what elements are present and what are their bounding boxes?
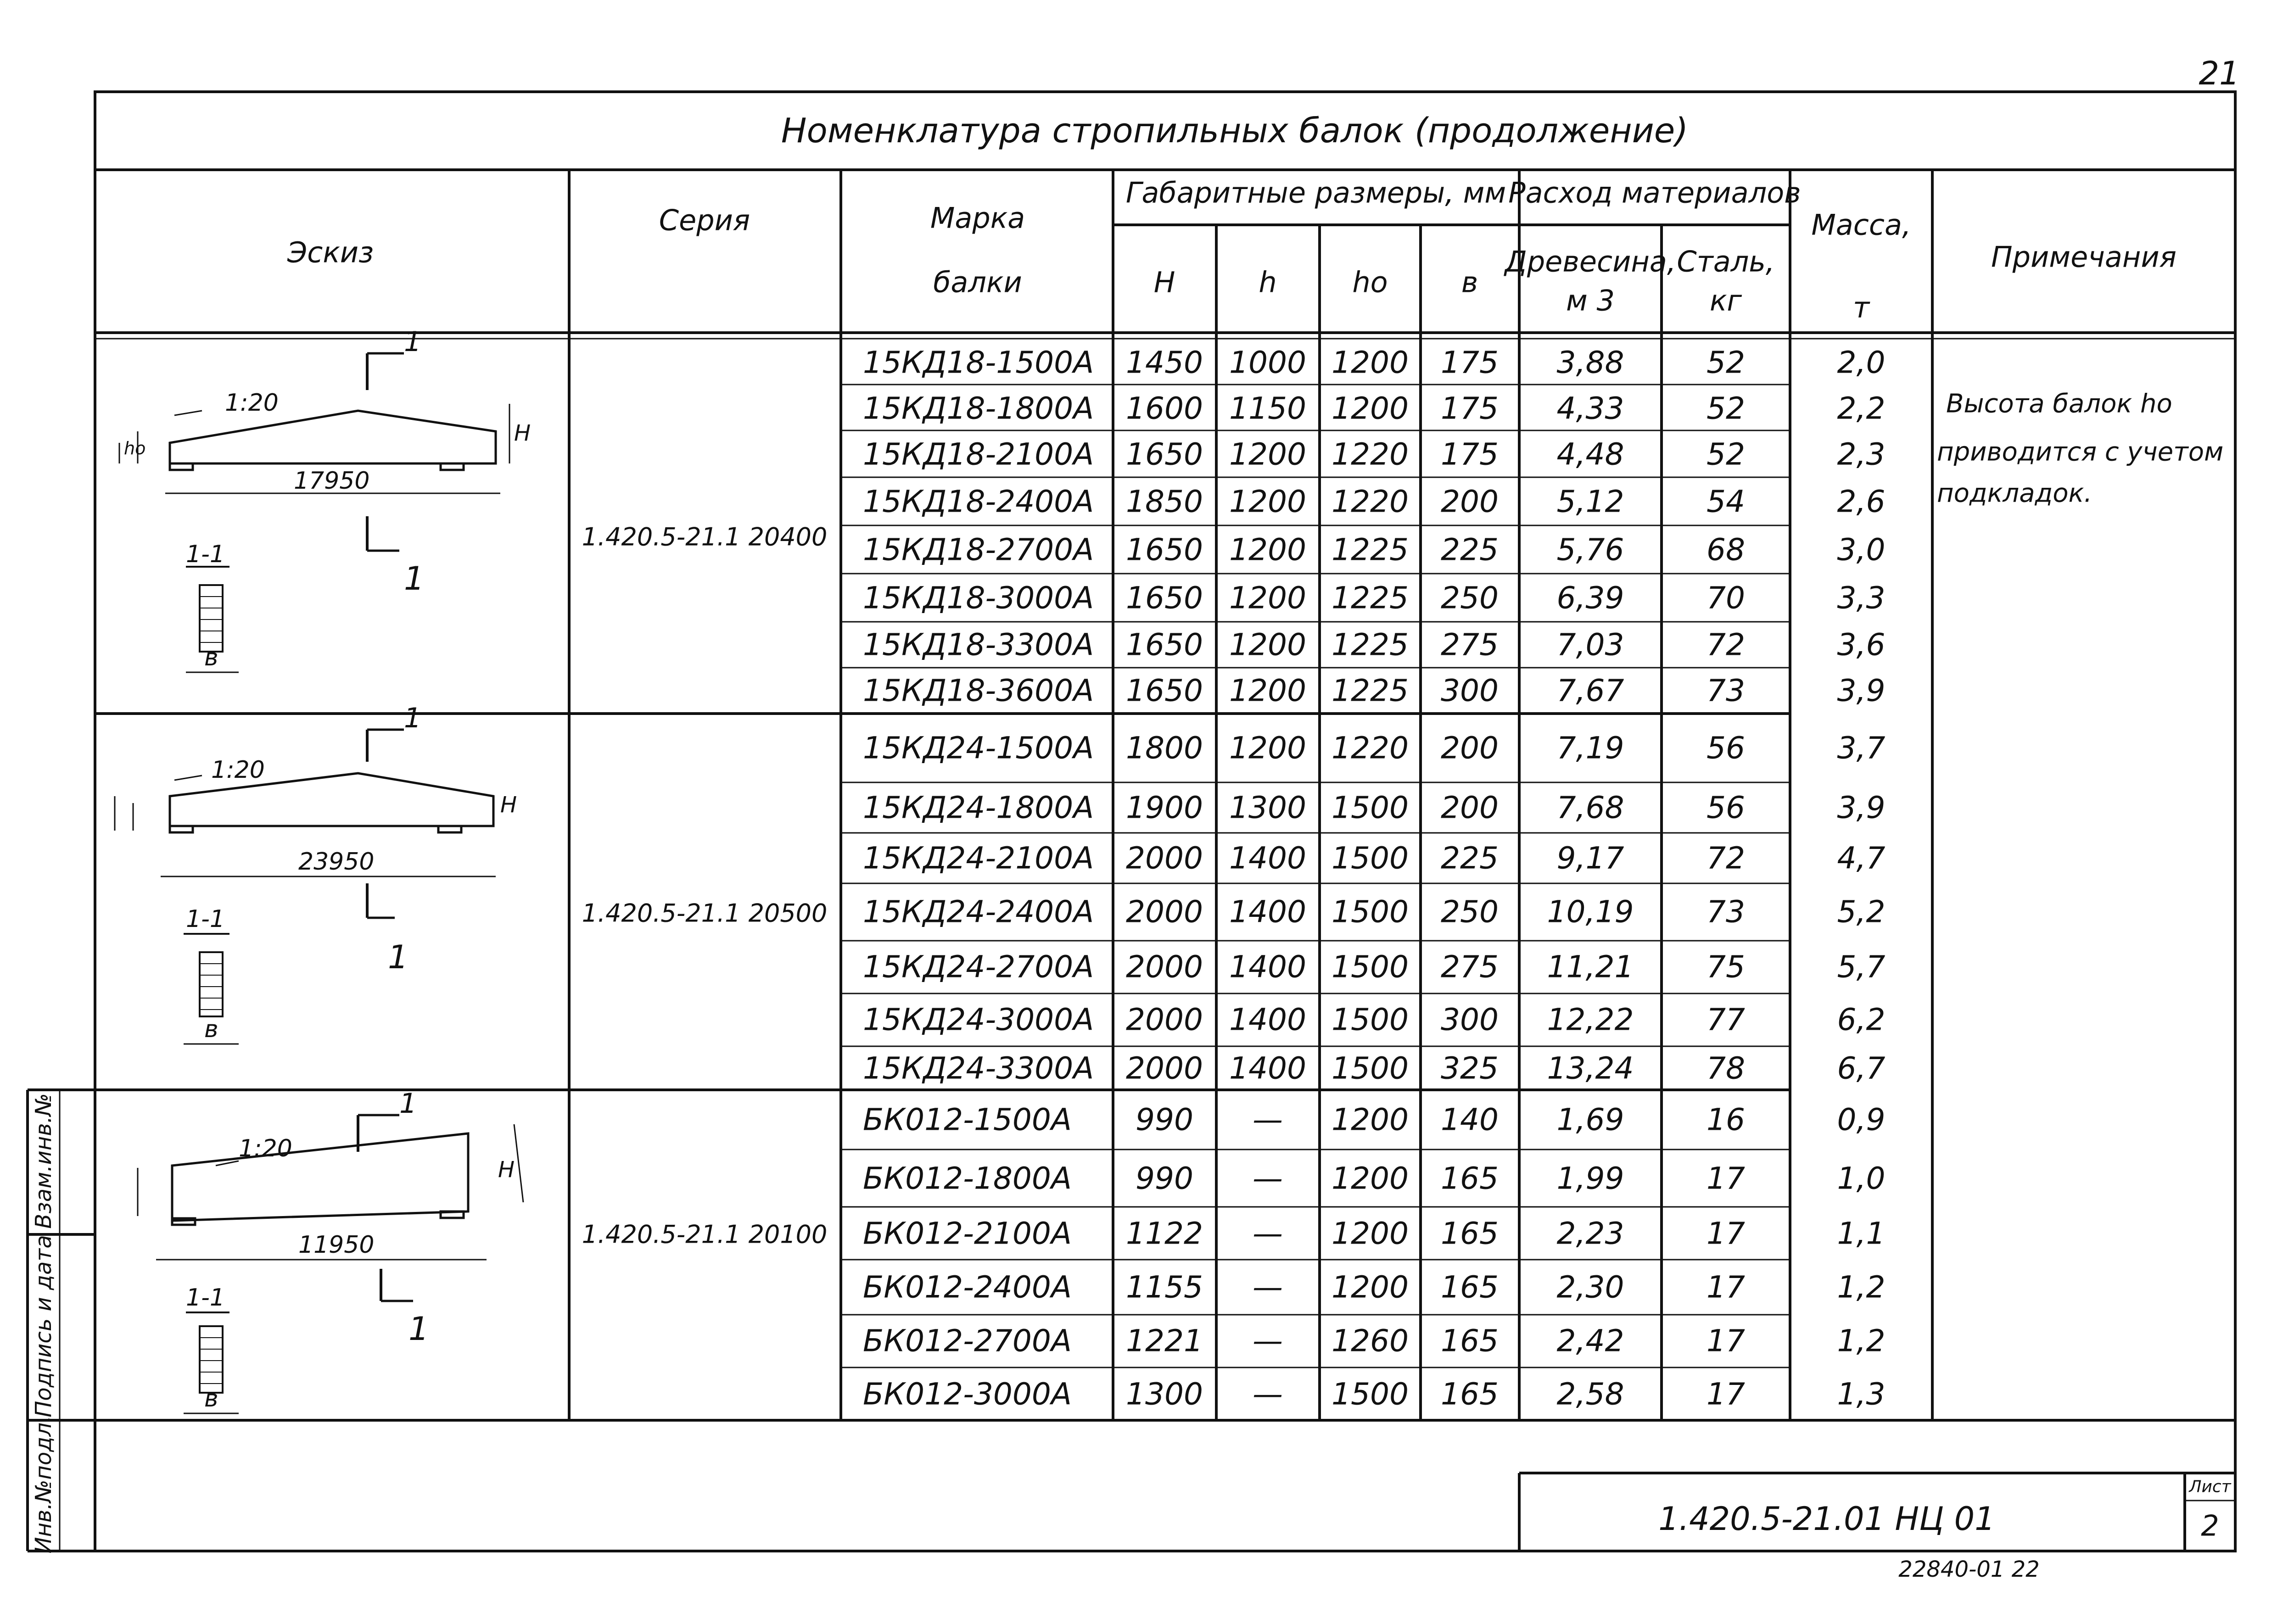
header-dim-H: H — [1153, 265, 1175, 299]
cell-h: — — [1253, 1102, 1283, 1138]
cell-steel: 56 — [1707, 730, 1745, 766]
sketch-1-section: 1-1 — [186, 541, 225, 568]
cell-ho: 1225 — [1332, 532, 1409, 568]
cell-H: 990 — [1136, 1161, 1193, 1196]
page-title: Номенклатура стропильных балок (продолжение) — [781, 111, 1689, 151]
cell-steel: 52 — [1707, 345, 1745, 380]
cell-b: 275 — [1441, 627, 1499, 663]
sketch-beam-2 — [115, 730, 496, 1044]
cell-ho: 1200 — [1332, 1269, 1409, 1305]
series-group-1: 1.420.5-21.1 20400 — [582, 522, 828, 552]
document-code: 1.420.5-21.01 НЦ 01 — [1658, 1500, 1995, 1538]
cell-h: 1200 — [1229, 532, 1306, 568]
cell-b: 300 — [1441, 673, 1499, 709]
cell-ho: 1500 — [1332, 1002, 1409, 1038]
cell-wood: 7,03 — [1556, 627, 1624, 663]
cell-mass: 1,2 — [1837, 1269, 1886, 1305]
sketch-1-b: в — [204, 644, 218, 671]
sketch-3-length: 11950 — [298, 1231, 375, 1259]
header-wood-2: м 3 — [1566, 284, 1615, 318]
sketch-3-section: 1-1 — [186, 1284, 225, 1311]
sketch-2-slope: 1:20 — [211, 756, 265, 784]
cell-H: 1600 — [1126, 391, 1203, 426]
cell-h: 1400 — [1229, 840, 1306, 876]
cell-wood: 11,21 — [1547, 949, 1634, 985]
cell-H: 1650 — [1126, 580, 1203, 616]
cell-wood: 5,12 — [1556, 484, 1624, 519]
cell-mass: 6,7 — [1837, 1050, 1886, 1086]
cell-H: 1650 — [1126, 673, 1203, 709]
cell-ho: 1500 — [1332, 894, 1409, 930]
cell-steel: 73 — [1707, 894, 1745, 930]
cell-steel: 52 — [1707, 391, 1745, 426]
cell-H: 1650 — [1126, 532, 1203, 568]
cell-mass: 0,9 — [1837, 1102, 1886, 1138]
cell-mass: 2,2 — [1837, 391, 1886, 426]
sheet-number: 2 — [2201, 1509, 2219, 1543]
cell-b: 175 — [1441, 345, 1499, 380]
cell-h: 1000 — [1229, 345, 1306, 380]
header-mass-1: Масса, — [1811, 208, 1911, 242]
cell-wood: 10,19 — [1547, 894, 1634, 930]
cell-H: 1850 — [1126, 484, 1203, 519]
cell-mark: 15КД18-2400А — [863, 484, 1094, 519]
cell-ho: 1220 — [1332, 730, 1409, 766]
cell-mass: 3,9 — [1837, 790, 1886, 826]
cell-mark: 15КД24-2400А — [863, 894, 1094, 930]
cell-steel: 52 — [1707, 436, 1745, 472]
cell-steel: 72 — [1707, 840, 1745, 876]
sketch-beam-1 — [119, 353, 509, 672]
cell-mass: 6,2 — [1837, 1002, 1886, 1038]
cell-h: 1400 — [1229, 949, 1306, 985]
sketch-2-cut: 1 — [388, 938, 408, 976]
cell-b: 165 — [1441, 1323, 1499, 1359]
cell-wood: 5,76 — [1556, 532, 1624, 568]
cell-ho: 1200 — [1332, 1102, 1409, 1138]
cell-h: 1200 — [1229, 730, 1306, 766]
cell-mark: 15КД18-3300А — [863, 627, 1094, 663]
cell-ho: 1500 — [1332, 1050, 1409, 1086]
sketch-2-length: 23950 — [298, 848, 375, 876]
header-materials: Расход материалов — [1508, 176, 1801, 210]
cell-b: 225 — [1441, 840, 1499, 876]
cell-H: 1300 — [1126, 1376, 1203, 1412]
cell-H: 1122 — [1126, 1216, 1203, 1251]
sketch-2-section: 1-1 — [186, 905, 225, 933]
cell-steel: 17 — [1707, 1216, 1745, 1251]
cell-wood: 3,88 — [1556, 345, 1624, 380]
cell-wood: 7,67 — [1556, 673, 1624, 709]
header-dim-b: в — [1461, 265, 1478, 299]
cell-b: 200 — [1441, 790, 1499, 826]
cell-mark: 15КД24-3000А — [863, 1002, 1094, 1038]
header-dim-ho: ho — [1352, 265, 1388, 299]
cell-mark: 15КД18-2700А — [863, 532, 1094, 568]
cell-H: 2000 — [1126, 840, 1203, 876]
cell-h: 1400 — [1229, 1002, 1306, 1038]
cell-wood: 2,23 — [1556, 1216, 1624, 1251]
note-line-2: приводится с учетом — [1937, 437, 2224, 467]
cell-steel: 56 — [1707, 790, 1745, 826]
header-notes: Примечания — [1991, 240, 2177, 274]
cell-wood: 4,33 — [1556, 391, 1624, 426]
note-line-3: подкладок. — [1937, 478, 2093, 508]
cell-mark: БК012-1500А — [863, 1102, 1072, 1138]
cell-h: 1400 — [1229, 894, 1306, 930]
cell-mark: 15КД24-1800А — [863, 790, 1094, 826]
cell-H: 2000 — [1126, 894, 1203, 930]
cell-mark: 15КД18-3600А — [863, 673, 1094, 709]
page-number: 21 — [2199, 55, 2240, 92]
cell-wood: 2,42 — [1556, 1323, 1624, 1359]
cell-mark: 15КД18-1800А — [863, 391, 1094, 426]
cell-mark: БК012-3000А — [863, 1376, 1072, 1412]
cell-mass: 5,2 — [1837, 894, 1886, 930]
cell-wood: 7,19 — [1556, 730, 1624, 766]
cell-mass: 5,7 — [1837, 949, 1886, 985]
cell-mark: БК012-2100А — [863, 1216, 1072, 1251]
cell-wood: 1,69 — [1556, 1102, 1624, 1138]
cell-wood: 1,99 — [1556, 1161, 1624, 1196]
cell-b: 200 — [1441, 730, 1499, 766]
sketch-3-cut-top: 1 — [399, 1088, 417, 1120]
header-mass-2: т — [1852, 290, 1870, 324]
cell-b: 250 — [1441, 580, 1499, 616]
cell-steel: 73 — [1707, 673, 1745, 709]
cell-mark: 15КД24-2100А — [863, 840, 1094, 876]
cell-mark: 15КД24-1500А — [863, 730, 1094, 766]
cell-ho: 1200 — [1332, 1161, 1409, 1196]
cell-steel: 17 — [1707, 1376, 1745, 1412]
header-dim-h: h — [1259, 265, 1277, 299]
header-wood-1: Древесина, — [1505, 245, 1676, 279]
cell-b: 165 — [1441, 1269, 1499, 1305]
cell-h: 1200 — [1229, 484, 1306, 519]
cell-b: 175 — [1441, 436, 1499, 472]
cell-steel: 70 — [1707, 580, 1745, 616]
cell-wood: 6,39 — [1556, 580, 1624, 616]
cell-mark: 15КД18-2100А — [863, 436, 1094, 472]
cell-h: 1200 — [1229, 580, 1306, 616]
cell-h: 1200 — [1229, 627, 1306, 663]
cell-H: 1900 — [1126, 790, 1203, 826]
cell-h: 1200 — [1229, 673, 1306, 709]
cell-h: — — [1253, 1323, 1283, 1359]
series-group-3: 1.420.5-21.1 20100 — [582, 1220, 828, 1249]
cell-b: 300 — [1441, 1002, 1499, 1038]
header-sketch: Эскиз — [287, 235, 374, 269]
side-stamp-inv: Инв.№подл. — [31, 1415, 56, 1554]
cell-h: — — [1253, 1376, 1283, 1412]
cell-steel: 68 — [1707, 532, 1745, 568]
cell-b: 175 — [1441, 391, 1499, 426]
cell-ho: 1500 — [1332, 949, 1409, 985]
cell-h: 1300 — [1229, 790, 1306, 826]
cell-mark: БК012-1800А — [863, 1161, 1072, 1196]
cell-steel: 77 — [1707, 1002, 1745, 1038]
sketch-2-cut-top: 1 — [404, 702, 422, 734]
cell-wood: 4,48 — [1556, 436, 1624, 472]
cell-wood: 2,58 — [1556, 1376, 1624, 1412]
header-mark-1: Марка — [930, 201, 1025, 235]
sketch-1-slope: 1:20 — [225, 389, 279, 417]
sketch-3-H: H — [498, 1157, 515, 1183]
cell-H: 1221 — [1126, 1323, 1203, 1359]
cell-mass: 1,1 — [1837, 1216, 1886, 1251]
cell-mark: 15КД24-2700А — [863, 949, 1094, 985]
side-stamp-signature: Подпись и дата — [31, 1235, 56, 1418]
cell-steel: 75 — [1707, 949, 1745, 985]
sketch-1-ho: ho — [124, 438, 146, 458]
cell-steel: 16 — [1707, 1102, 1745, 1138]
cell-h: — — [1253, 1216, 1283, 1251]
cell-b: 165 — [1441, 1376, 1499, 1412]
cell-h: 1200 — [1229, 436, 1306, 472]
cell-ho: 1500 — [1332, 790, 1409, 826]
cell-b: 200 — [1441, 484, 1499, 519]
cell-steel: 17 — [1707, 1161, 1745, 1196]
cell-mass: 1,3 — [1837, 1376, 1886, 1412]
cell-mass: 3,0 — [1837, 532, 1886, 568]
cell-H: 1650 — [1126, 627, 1203, 663]
cell-ho: 1220 — [1332, 484, 1409, 519]
cell-mass: 3,7 — [1837, 730, 1886, 766]
header-dims: Габаритные размеры, мм — [1125, 176, 1506, 210]
cell-b: 165 — [1441, 1216, 1499, 1251]
sketch-2-H: H — [500, 792, 517, 818]
header-mark-2: балки — [933, 265, 1022, 299]
cell-b: 325 — [1441, 1050, 1499, 1086]
cell-H: 2000 — [1126, 949, 1203, 985]
cell-mass: 1,2 — [1837, 1323, 1886, 1359]
cell-H: 1800 — [1126, 730, 1203, 766]
sketch-3-b: в — [204, 1385, 218, 1412]
sketch-1-H: H — [514, 420, 531, 446]
cell-steel: 54 — [1707, 484, 1745, 519]
cell-H: 2000 — [1126, 1002, 1203, 1038]
cell-h: — — [1253, 1269, 1283, 1305]
cell-mass: 3,9 — [1837, 673, 1886, 709]
cell-ho: 1500 — [1332, 840, 1409, 876]
cell-H: 990 — [1136, 1102, 1193, 1138]
cell-b: 275 — [1441, 949, 1499, 985]
series-group-2: 1.420.5-21.1 20500 — [582, 899, 828, 928]
cell-ho: 1225 — [1332, 580, 1409, 616]
header-series: Серия — [659, 203, 750, 237]
cell-H: 2000 — [1126, 1050, 1203, 1086]
cell-steel: 78 — [1707, 1050, 1745, 1086]
cell-wood: 2,30 — [1556, 1269, 1624, 1305]
cell-mark: 15КД18-1500А — [863, 345, 1094, 380]
cell-ho: 1220 — [1332, 436, 1409, 472]
cell-b: 140 — [1441, 1102, 1499, 1138]
cell-ho: 1200 — [1332, 345, 1409, 380]
cell-mass: 3,3 — [1837, 580, 1886, 616]
note-line-1: Высота балок ho — [1946, 389, 2172, 419]
cell-mass: 2,3 — [1837, 436, 1886, 472]
cell-mark: БК012-2400А — [863, 1269, 1072, 1305]
sheet-label: Лист — [2189, 1477, 2231, 1496]
sketch-2-b: в — [204, 1016, 218, 1043]
cell-wood: 7,68 — [1556, 790, 1624, 826]
cell-mass: 1,0 — [1837, 1161, 1886, 1196]
cell-H: 1450 — [1126, 345, 1203, 380]
cell-h: 1400 — [1229, 1050, 1306, 1086]
cell-b: 250 — [1441, 894, 1499, 930]
sketch-labels — [124, 326, 531, 1412]
cell-h: 1150 — [1229, 391, 1306, 426]
cell-mark: 15КД24-3300А — [863, 1050, 1094, 1086]
sketch-1-cut: 1 — [404, 560, 425, 597]
cell-steel: 17 — [1707, 1269, 1745, 1305]
cell-mark: БК012-2700А — [863, 1323, 1072, 1359]
cell-ho: 1225 — [1332, 673, 1409, 709]
cell-steel: 17 — [1707, 1323, 1745, 1359]
sketch-beam-3 — [138, 1115, 523, 1413]
cell-H: 1650 — [1126, 436, 1203, 472]
cell-h: — — [1253, 1161, 1283, 1196]
header-steel-2: кг — [1709, 284, 1742, 318]
cell-steel: 72 — [1707, 627, 1745, 663]
cell-mass: 4,7 — [1837, 840, 1886, 876]
cell-ho: 1260 — [1332, 1323, 1409, 1359]
cell-b: 225 — [1441, 532, 1499, 568]
cell-H: 1155 — [1126, 1269, 1203, 1305]
header-steel-1: Сталь, — [1677, 245, 1775, 279]
cell-wood: 9,17 — [1556, 840, 1624, 876]
cell-mass: 2,0 — [1837, 345, 1886, 380]
sketch-1-length: 17950 — [294, 467, 370, 495]
footer-code: 22840-01 22 — [1898, 1557, 2040, 1582]
cell-mass: 3,6 — [1837, 627, 1886, 663]
cell-wood: 13,24 — [1547, 1050, 1634, 1086]
cell-ho: 1200 — [1332, 391, 1409, 426]
cell-b: 165 — [1441, 1161, 1499, 1196]
cell-mark: 15КД18-3000А — [863, 580, 1094, 616]
cell-ho: 1225 — [1332, 627, 1409, 663]
cell-ho: 1200 — [1332, 1216, 1409, 1251]
cell-ho: 1500 — [1332, 1376, 1409, 1412]
cell-mass: 2,6 — [1837, 484, 1886, 519]
sketch-3-cut: 1 — [408, 1310, 429, 1348]
cell-wood: 12,22 — [1547, 1002, 1634, 1038]
sketch-1-cut-top: 1 — [404, 326, 422, 358]
sketch-3-slope: 1:20 — [239, 1135, 292, 1162]
side-stamp-replace: Взам.инв.№ — [31, 1093, 56, 1229]
